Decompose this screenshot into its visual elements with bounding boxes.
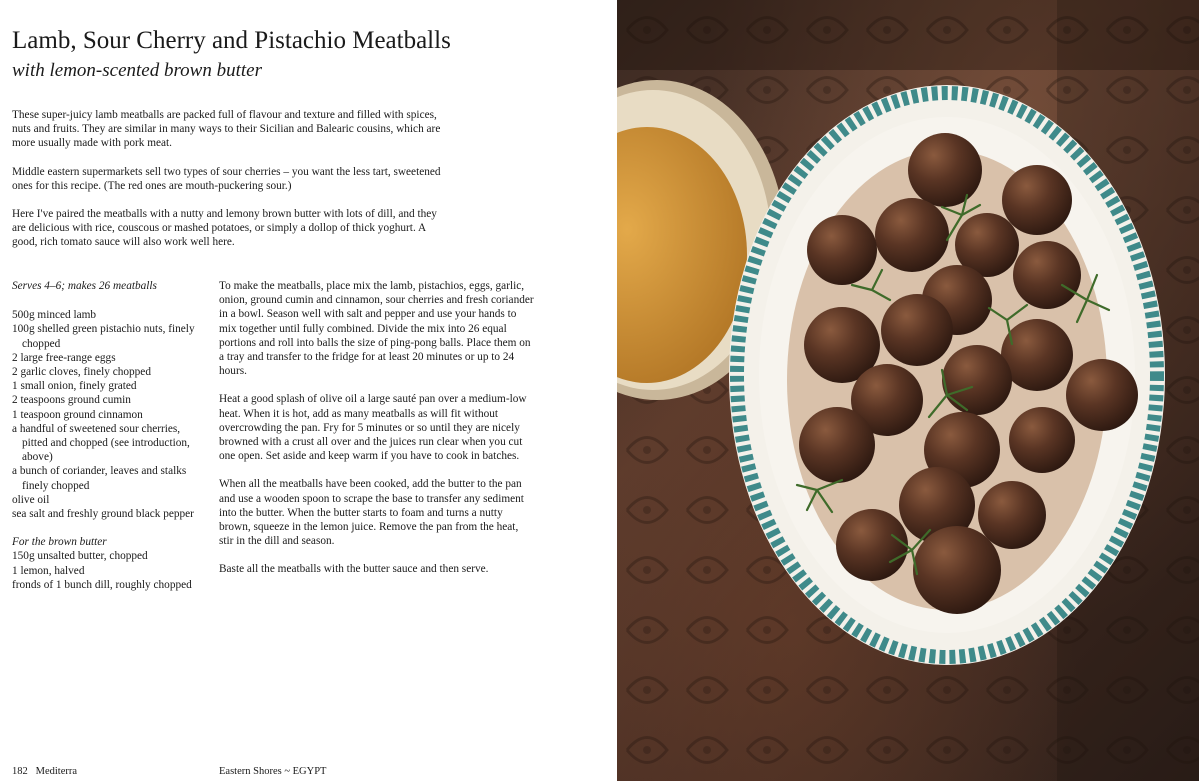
book-title: Mediterra [35, 766, 78, 777]
ingredient-item: 2 large free-range eggs [12, 351, 116, 364]
meatballs-photo-icon [617, 0, 1199, 781]
food-photo [617, 0, 1199, 781]
recipe-intro [12, 108, 452, 264]
ingredient-item: a handful of sweetened sour cherries, pitted and chopped (see introduction, above) [12, 422, 190, 464]
footer-section: Eastern Shores ~ EGYPT [219, 766, 327, 777]
intro-paragraph: These super-juicy lamb meatballs are packed full of flavour and texture and filled with spices, nuts and fruits. They are similar in many ways to their Sicilian and Balearic cousins, which are more usually made with pork meat. [12, 109, 441, 150]
footer-left [12, 765, 77, 778]
method-step: Heat a good splash of olive oil a large sauté pan over a medium-low heat. When it is hot, add as many meatballs as will fit without overcrowding the pan. Fry for 5 minutes or so until they are nicely browned with a crust all over and the juices run clear when you cut one open. Set aside and keep warm if you have to cook in batches. [219, 393, 527, 463]
method-step: When all the meatballs have been cooked, add the butter to the pan and use a wooden spoon to scrape the base to transfer any sediment into the butter. When the butter starts to foam and turns a nutty brown, squeeze in the lemon juice. Remove the pan from the heat, stir in the dill and season. [219, 478, 524, 548]
butter-ingredient-list [12, 549, 202, 592]
ingredient-item: 2 teaspoons ground cumin [12, 394, 131, 407]
serves-line: Serves 4–6; makes 26 meatballs [12, 280, 157, 292]
ingredient-item: 1 teaspoon ground cinnamon [12, 408, 143, 421]
method-column [219, 279, 535, 591]
page-number: 182 [12, 766, 28, 777]
ingredients-column [12, 279, 202, 592]
recipe-subtitle: with lemon-scented brown butter [12, 60, 262, 81]
ingredient-item: 500g minced lamb [12, 309, 97, 322]
ingredient-item: sea salt and freshly ground black pepper [12, 508, 194, 521]
intro-paragraph: Middle eastern supermarkets sell two types of sour cherries – you want the less tart, sweetened ones for this recipe. (The red ones are mouth-puckering sour.) [12, 165, 441, 192]
method-step: To make the meatballs, place mix the lamb, pistachios, eggs, garlic, onion, ground cumin and cinnamon, sour cherries and fresh coriander in a bowl. Season well with salt and pepper and use your hands to mix together until fully combined. Divide the mix into 26 equal portions and roll into balls the size of ping-pong balls. Place them on a tray and transfer to the fridge for at least 20 minutes or up to 24 hours. [219, 280, 534, 378]
ingredient-item: a bunch of coriander, leaves and stalks finely chopped [12, 465, 187, 492]
method-step: Baste all the meatballs with the butter sauce and then serve. [219, 563, 489, 576]
ingredient-list [12, 308, 202, 521]
ingredient-item: fronds of 1 bunch dill, roughly chopped [12, 578, 192, 591]
recipe-title: Lamb, Sour Cherry and Pistachio Meatballs [12, 27, 451, 54]
ingredient-item: 1 lemon, halved [12, 564, 85, 577]
ingredient-item: 100g shelled green pistachio nuts, finely chopped [12, 323, 195, 350]
ingredient-item: 150g unsalted butter, chopped [12, 550, 148, 563]
ingredient-item: olive oil [12, 493, 50, 506]
ingredient-item: 2 garlic cloves, finely chopped [12, 366, 151, 379]
intro-paragraph: Here I've paired the meatballs with a nutty and lemony brown butter with lots of dill, and they are delicious with rice, couscous or mashed potatoes, or simply a dollop of thick yoghurt. A good, rich tomato sauce will also work well here. [12, 208, 437, 249]
brown-butter-heading: For the brown butter [12, 536, 107, 549]
ingredient-item: 1 small onion, finely grated [12, 380, 137, 393]
